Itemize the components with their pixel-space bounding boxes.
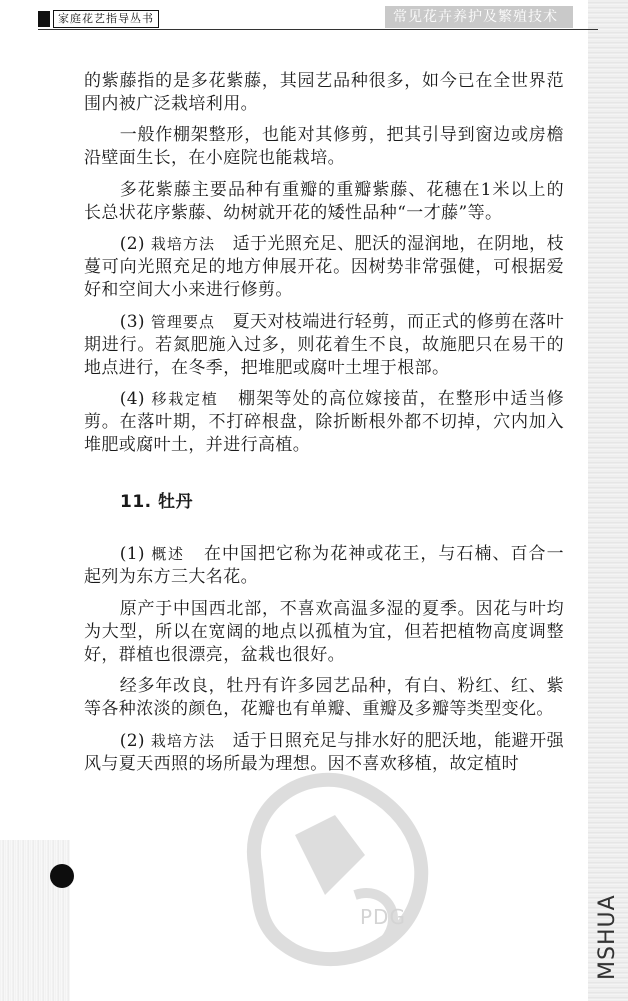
section-text: 棚架等处的高位嫁接苗，在整形中适当修剪。在落叶期，不打碎根盘，除折断根外都不切掉，穴内加入堆肥或腐叶土，并进行高植。 [84, 389, 565, 455]
section-cultivation-wisteria [84, 233, 564, 302]
watermark-seal-icon [215, 745, 465, 985]
section-transplant [84, 388, 564, 457]
section-text: 夏天对枝端进行轻剪，而正式的修剪在落叶期进行。若氮肥施入过多，则花着生不良，故施肥只在易干的地点进行，在冬季，把堆肥或腐叶土埋于根部。 [84, 311, 564, 378]
section-heading: 11. 牡丹 [120, 492, 194, 512]
section-management [84, 311, 564, 380]
paragraph: 经多年改良，牡丹有许多园艺品种，有白、粉红、红、紫等各种浓淡的颜色，花瓣也有单瓣、重瓣及多瓣等类型变化。 [84, 676, 564, 719]
section-overview [84, 543, 564, 589]
section-label: 移栽定植 [151, 390, 219, 408]
side-mark [593, 880, 623, 980]
paragraph: 多花紫藤主要品种有重瓣的重瓣紫藤、花穗在1米以上的长总状花序紫藤、幼树就开花的矮性品种“一才藤”等。 [84, 179, 564, 223]
section-label: 概述 [151, 545, 185, 563]
running-header-left [38, 10, 159, 28]
section-label: 栽培方法 [150, 235, 216, 253]
section-label: 栽培方法 [150, 731, 216, 750]
section-text: 适于日照充足与排水好的肥沃地，能避开强风与夏天西照的场所最为理想。因不喜欢移植，故定植时 [84, 730, 564, 774]
section-text: 适于光照充足、肥沃的湿润地，在阴地，枝蔓可向光照充足的地方伸展开花。因树势非常强健，可根据爱好和空间大小来进行修剪。 [84, 234, 564, 300]
watermark-text: PDG [360, 905, 406, 929]
chapter-title: 常见花卉养护及繁殖技术 [385, 6, 573, 28]
section-number: (3) [119, 311, 145, 332]
scan-noise-right [588, 0, 628, 1001]
series-title: 家庭花艺指导丛书 [53, 10, 159, 28]
section-number: (1) [119, 544, 145, 564]
side-mark-text: MSHUA [595, 894, 620, 980]
page-body [84, 70, 564, 784]
section-label: 管理要点 [150, 312, 216, 331]
header-rule [38, 29, 598, 30]
section-number: (4) [119, 389, 145, 409]
paragraph: 原产于中国西北部，不喜欢高温多湿的夏季。因花与叶均为大型，所以在宽阔的地点以孤植为宜，但若把植物高度调整好，群植也很漂亮，盆栽也很好。 [84, 598, 564, 665]
paragraph: 一般作棚架整形，也能对其修剪，把其引导到窗边或房檐沿壁面生长，在小庭院也能栽培。 [84, 125, 564, 168]
paragraph-continuation: 的紫藤指的是多花紫藤，其园艺品种很多，如今已在全世界范围内被广泛栽培利用。 [84, 71, 564, 114]
section-number: (2) [119, 730, 145, 751]
punch-hole [50, 864, 74, 888]
section-number: (2) [119, 234, 145, 254]
section-text: 在中国把它称为花神或花王，与石楠、百合一起列为东方三大名花。 [84, 544, 564, 587]
header-block-icon [38, 11, 50, 27]
